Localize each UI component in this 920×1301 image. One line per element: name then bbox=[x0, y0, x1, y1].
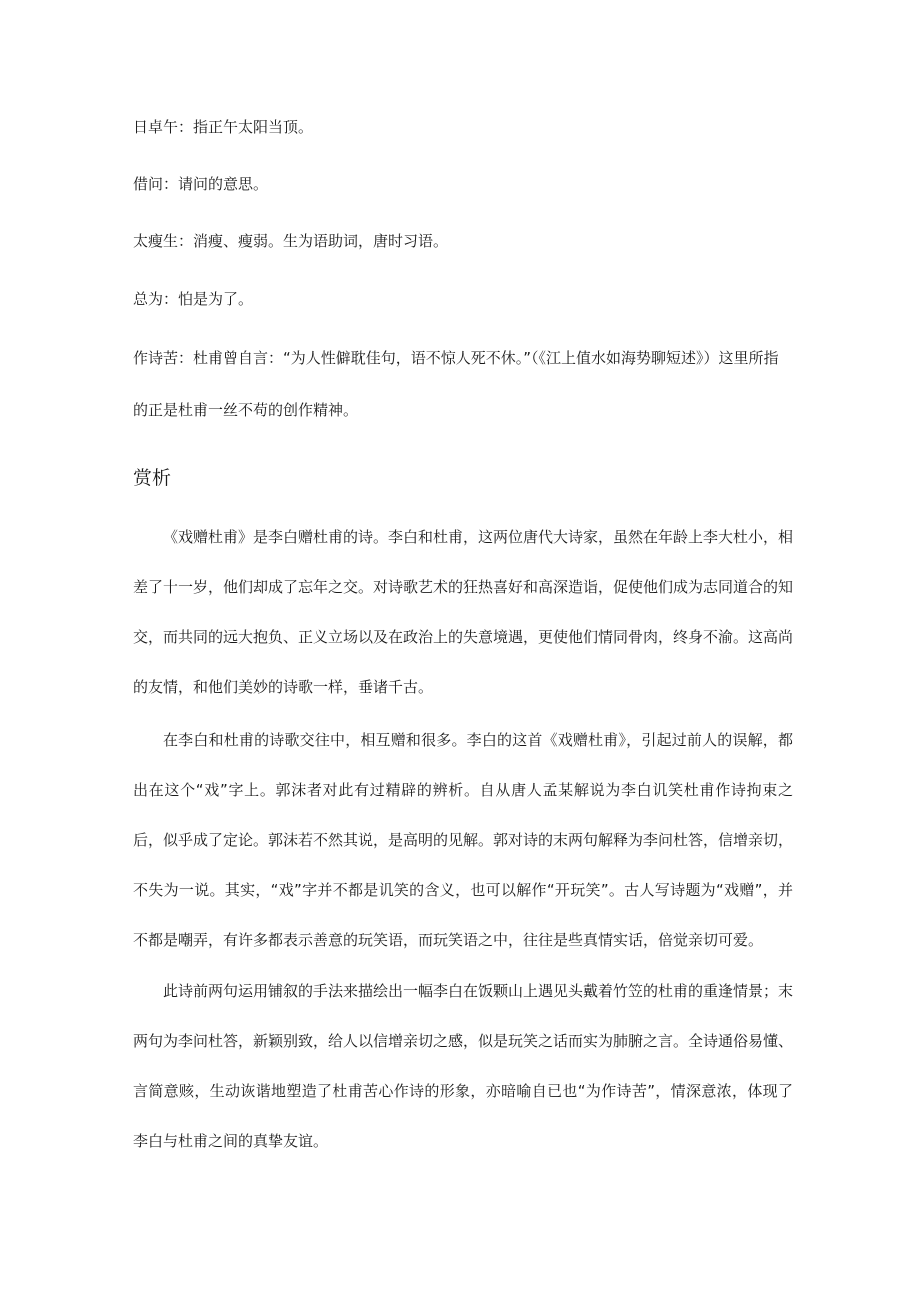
section-title-appreciation: 赏析 bbox=[133, 467, 172, 489]
note-ri-zhuo-wu: 日卓午：指正午太阳当顶。 bbox=[133, 118, 314, 136]
note-jie-wen: 借问：请问的意思。 bbox=[133, 175, 269, 193]
note-zuo-shi-ku: 作诗苦：杜甫曾自言：“为人性僻耽佳句，语不惊人死不休。”（《江上值水如海势聊短述》）这里所指的正是杜甫一丝不苟的创作精神。 bbox=[133, 349, 779, 419]
note-zong-wei: 总为：怕是为了。 bbox=[133, 290, 254, 308]
paragraph-1: 《戏赠杜甫》是李白赠杜甫的诗。李白和杜甫，这两位唐代大诗家，虽然在年龄上李大杜小，相差了十一岁，他们却成了忘年之交。对诗歌艺术的狂热喜好和高深造诣，促使他们成为志同道合的知交，而共同的远大抱负、正义立场以及在政治上的失意境遇，更使他们情同骨肉，终身不渝。这高尚的友情，和他们美妙的诗歌一样，垂诸千古。 bbox=[133, 528, 794, 696]
paragraph-3: 此诗前两句运用铺叙的手法来描绘出一幅李白在饭颗山上遇见头戴着竹笠的杜甫的重逢情景；末两句为李问杜答，新颖别致，给人以信增亲切之感，似是玩笑之话而实为肺腑之言。全诗通俗易懂、言简意赅，生动诙谐地塑造了杜甫苦心作诗的形象，亦暗喻自已也“为作诗苦”，情深意浓，体现了李白与杜甫之间的真挚友谊。 bbox=[133, 982, 794, 1150]
note-tai-shou-sheng: 太瘦生：消瘦、瘦弱。生为语助词，唐时习语。 bbox=[133, 232, 449, 250]
paragraph-2: 在李白和杜甫的诗歌交往中，相互赠和很多。李白的这首《戏赠杜甫》，引起过前人的误解，都出在这个“戏”字上。郭沫者对此有过精辟的辨析。自从唐人孟某解说为李白讥笑杜甫作诗拘束之后，似乎成了定论。郭沫若不然其说，是高明的见解。郭对诗的末两句解释为李问杜答，信增亲切，不失为一说。其实，“戏”字并不都是讥笑的含义，也可以解作“开玩笑”。古人写诗题为“戏赠”，并不都是嘲弄，有许多都表示善意的玩笑语，而玩笑语之中，往往是些真情实话，倍觉亲切可爱。 bbox=[133, 731, 794, 949]
